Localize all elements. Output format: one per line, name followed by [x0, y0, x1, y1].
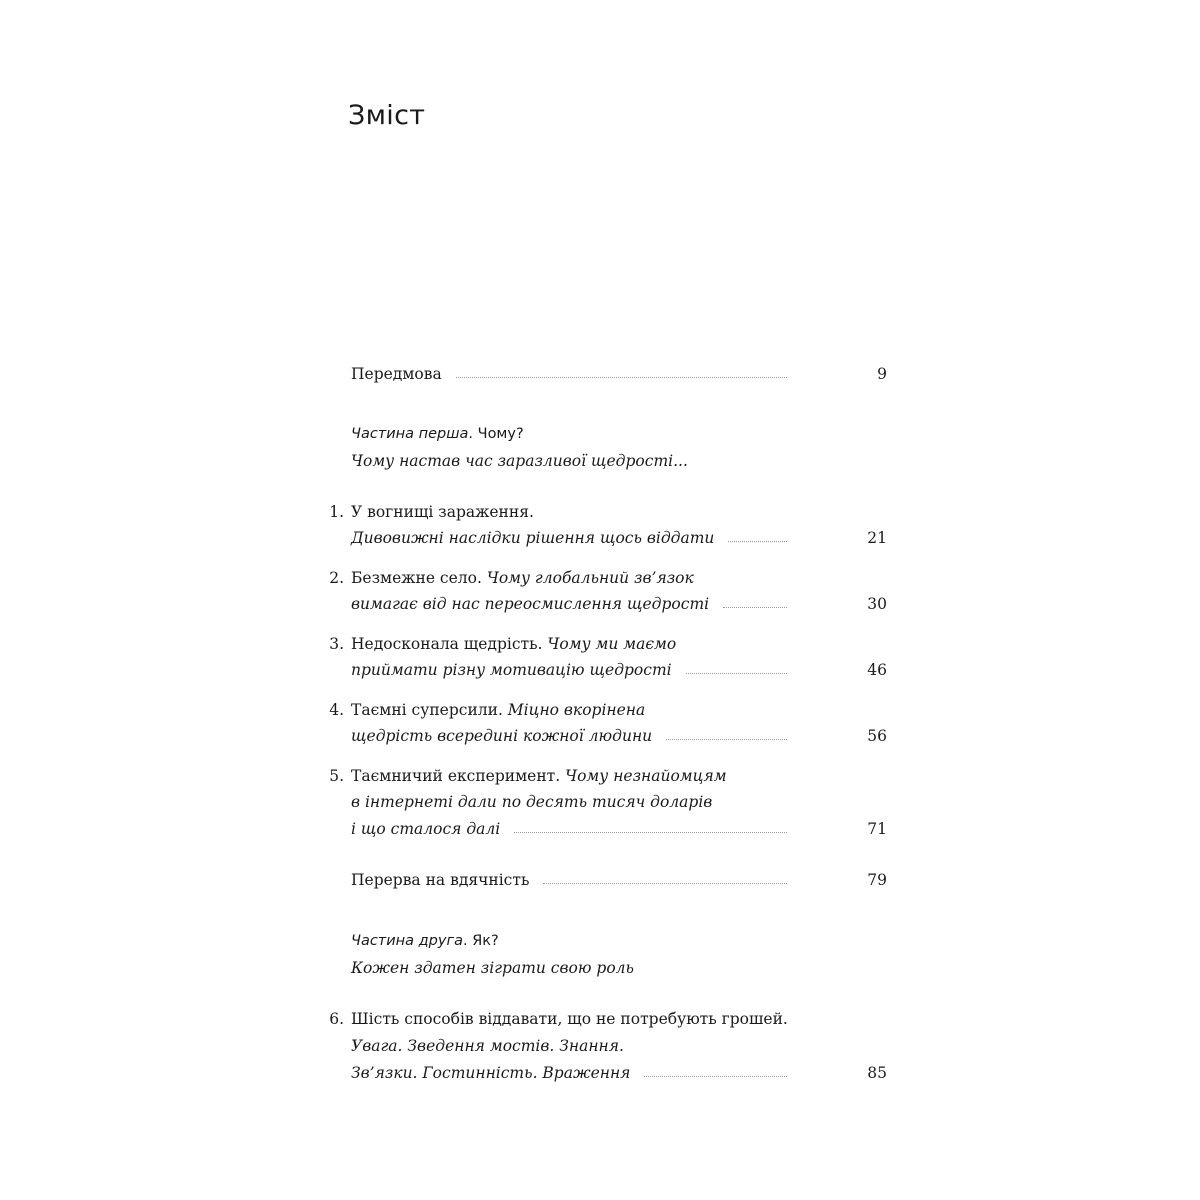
chapter-1-line-2 — [351, 526, 887, 550]
chapter-2-line-1 — [329, 566, 887, 590]
chapter-4-line-1 — [329, 698, 887, 722]
page-number: 46 — [867, 661, 887, 679]
page-number: 9 — [877, 365, 887, 383]
part-subtitle-1 — [351, 449, 887, 473]
chapter-subtitle-end: і що сталося далі — [351, 820, 501, 838]
chapter-title: Недосконала щедрість. — [351, 635, 543, 653]
dot-leader — [644, 1076, 787, 1077]
dot-leader — [456, 377, 787, 378]
chapter-4-line-2 — [351, 724, 887, 748]
page-number: 30 — [867, 595, 887, 613]
chapter-1-line-1 — [329, 500, 887, 524]
chapter-6-line-3 — [351, 1061, 887, 1085]
part-heading-1 — [351, 422, 887, 446]
toc-entry-label: Перерва на вдячність — [351, 871, 530, 889]
chapter-subtitle-start: Чому ми маємо — [542, 635, 677, 653]
part-subtitle-2 — [351, 956, 887, 980]
chapter-number: 2. — [329, 569, 344, 587]
chapter-title: Таємничий експеримент. — [351, 767, 561, 785]
part-name: Як? — [472, 933, 499, 949]
part-subtitle: Кожен здатен зіграти свою роль — [351, 959, 634, 977]
chapter-number: 5. — [329, 767, 344, 785]
part-prefix: Частина друга — [351, 933, 463, 949]
chapter-subtitle-start: Чому незнайомцям — [560, 767, 727, 785]
page-number: 79 — [867, 871, 887, 889]
part-heading-2 — [351, 929, 887, 953]
chapter-5-line-3 — [351, 817, 887, 841]
chapter-subtitle: Дивовижні наслідки рішення щось віддати — [351, 529, 715, 547]
chapter-title: Таємні суперсили. — [351, 701, 503, 719]
chapter-subtitle-end: Зв’язки. Гостинність. Враження — [351, 1064, 631, 1082]
dot-leader — [728, 541, 787, 542]
chapter-number: 6. — [329, 1010, 344, 1028]
chapter-number: 1. — [329, 503, 344, 521]
chapter-number: 3. — [329, 635, 344, 653]
dot-leader — [686, 673, 787, 674]
page-title: Зміст — [348, 100, 426, 131]
chapter-subtitle: в інтернеті дали по десять тисяч доларів — [351, 793, 713, 811]
chapter-2-line-2 — [351, 592, 887, 616]
part-subtitle: Чому настав час заразливої щедрості... — [351, 452, 688, 470]
chapter-title: Безмежне село. — [351, 569, 482, 587]
chapter-subtitle: Увага. Зведення мостів. Знання. — [351, 1037, 624, 1055]
dot-leader — [666, 739, 787, 740]
page-number: 56 — [867, 727, 887, 745]
chapter-subtitle: приймати різну мотивацію щедрості — [351, 661, 672, 679]
toc-entry-preface — [351, 362, 887, 386]
chapter-subtitle-start: Міцно вкорінена — [502, 701, 646, 719]
chapter-6-line-2 — [351, 1034, 887, 1058]
dot-leader — [543, 883, 787, 884]
part-name: Чому? — [477, 426, 524, 442]
chapter-3-line-2 — [351, 658, 887, 682]
toc-entry-gratitude — [351, 868, 887, 892]
chapter-title: Шість способів віддавати, що не потребують грошей. — [351, 1010, 788, 1028]
chapter-subtitle-start: Чому глобальний зв’язок — [481, 569, 694, 587]
part-separator: . — [468, 426, 478, 442]
chapter-subtitle: щедрість всередині кожної людини — [351, 727, 653, 745]
dot-leader — [514, 832, 787, 833]
chapter-5-line-2 — [351, 790, 887, 814]
chapter-title: У вогнищі зараження. — [351, 503, 534, 521]
page-number: 85 — [867, 1064, 887, 1082]
page-number: 71 — [867, 820, 887, 838]
chapter-3-line-1 — [329, 632, 887, 656]
chapter-subtitle: вимагає від нас переосмислення щедрості — [351, 595, 710, 613]
part-separator: . — [462, 933, 473, 949]
dot-leader — [723, 607, 787, 608]
toc-entry-label: Передмова — [351, 365, 442, 383]
part-prefix: Частина перша — [351, 426, 469, 442]
chapter-number: 4. — [329, 701, 344, 719]
page-number: 21 — [867, 529, 887, 547]
chapter-5-line-1 — [329, 764, 887, 788]
chapter-6-line-1 — [329, 1007, 887, 1031]
